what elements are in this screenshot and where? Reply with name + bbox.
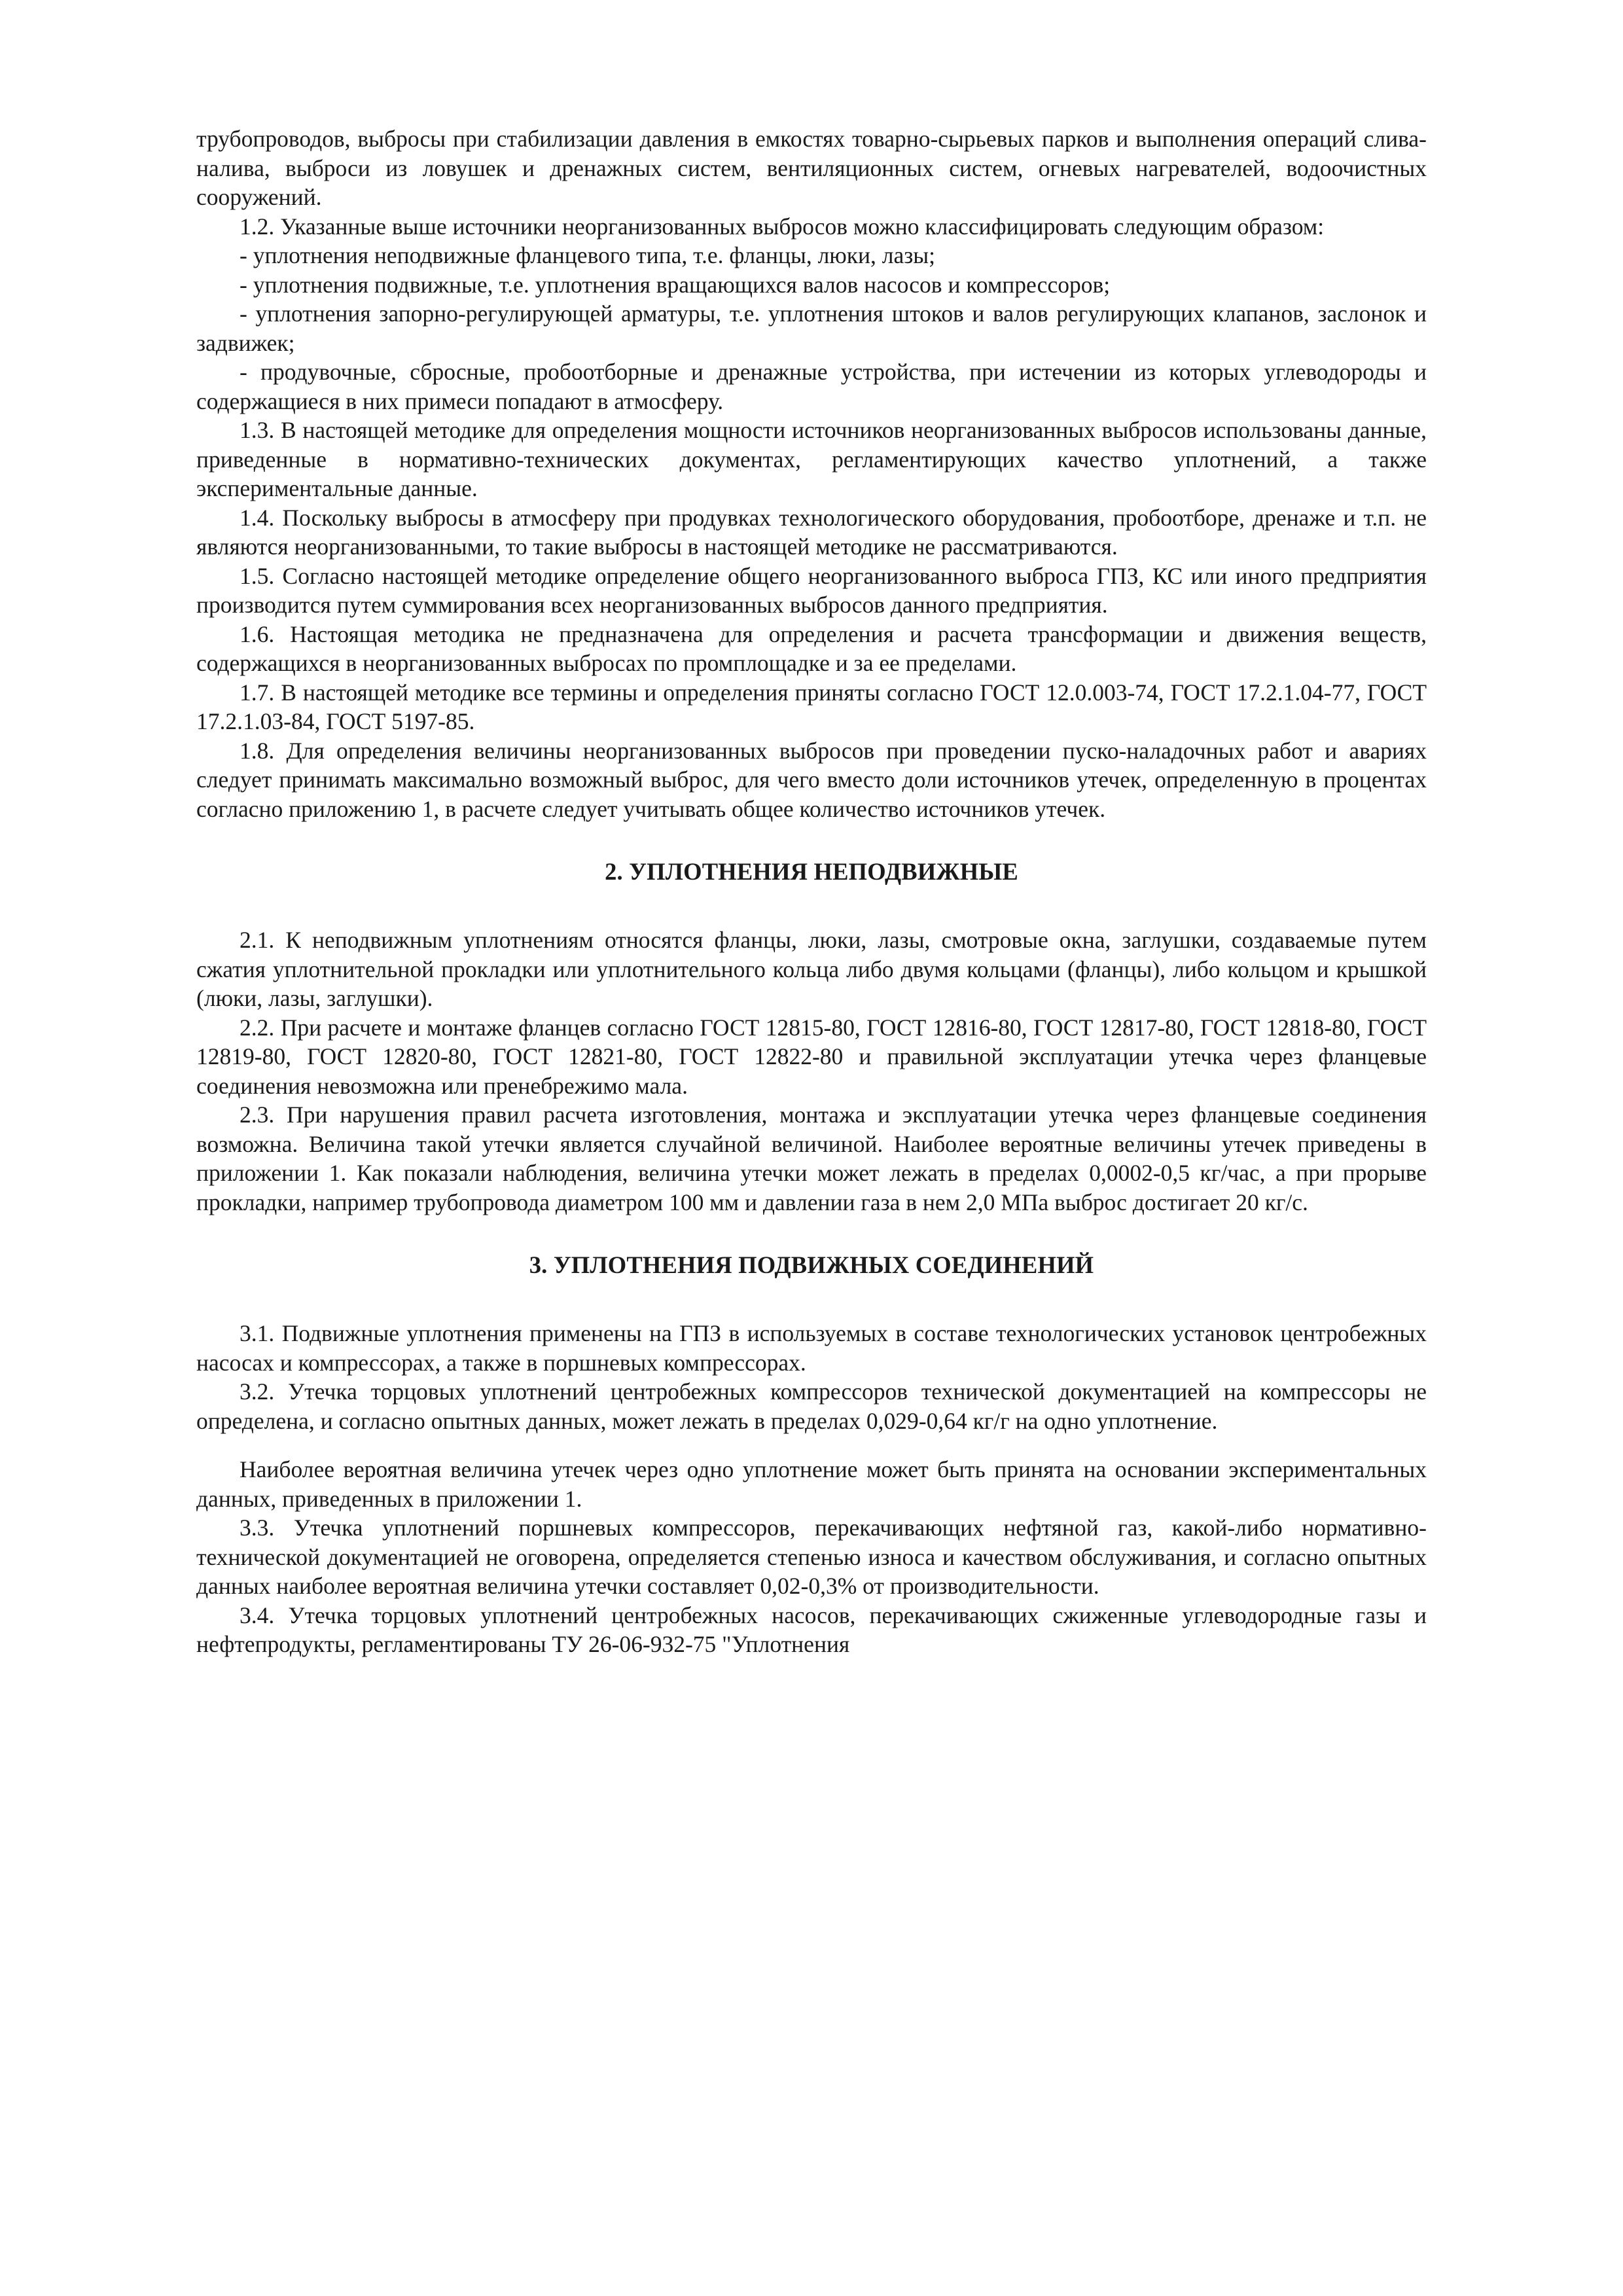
paragraph-3-3: 3.3. Утечка уплотнений поршневых компрессоров, перекачивающих нефтяной газ, какой-либо нормативно-технической документацией не оговорена, определяется степенью износа и качеством обслуживания, и согласно опытных данных наиболее вероятная величина утечки составляет 0,02-0,3% от производительности.	[196, 1515, 1427, 1599]
paragraph-2-2: 2.2. При расчете и монтаже фланцев согласно ГОСТ 12815-80, ГОСТ 12816-80, ГОСТ 12817-80, ГОСТ 12818-80, ГОСТ 12819-80, ГОСТ 12820-80, ГОСТ 12821-80, ГОСТ 12822-80 и правильной эксплуатации утечка через фланцевые соединения невозможна или пренебрежимо мала.	[196, 1014, 1427, 1099]
paragraph-continuation: трубопроводов, выбросы при стабилизации давления в емкостях товарно-сырьевых парков и выполнения операций слива-налива, выброси из ловушек и дренажных систем, вентиляционных систем, огневых нагревателей, водоочистных сооружений.	[196, 126, 1427, 210]
list-item-4: - продувочные, сбросные, пробоотборные и дренажные устройства, при истечении из которых углеводороды и содержащиеся в них примеси попадают в атмосферу.	[196, 359, 1427, 414]
paragraph-3-2: 3.2. Утечка торцовых уплотнений центробежных компрессоров технической документацией на компрессоры не определена, и согласно опытных данных, может лежать в пределах 0,029-0,64 кг/г на одно уплотнение.	[196, 1378, 1427, 1434]
section-3-heading: 3. УПЛОТНЕНИЯ ПОДВИЖНЫХ СОЕДИНЕНИЙ	[529, 1251, 1094, 1278]
paragraph-1-4: 1.4. Поскольку выбросы в атмосферу при продувках технологического оборудования, пробоотборе, дренаже и т.п. не являются неорганизованными, то такие выбросы в настоящей методике не рассматриваются.	[196, 504, 1427, 560]
paragraph-1-3: 1.3. В настоящей методике для определения мощности источников неорганизованных выбросов использованы данные, приведенные в нормативно-технических документах, регламентирующих качество уплотнений, а также экспериментальные данные.	[196, 417, 1427, 501]
document-page	[196, 124, 1427, 1659]
paragraph-1-2: 1.2. Указанные выше источники неорганизованных выбросов можно классифицировать следующим образом:	[240, 213, 1325, 240]
paragraph-1-5: 1.5. Согласно настоящей методике определение общего неорганизованного выброса ГПЗ, КС или иного предприятия производится путем суммирования всех неорганизованных выбросов данного предприятия.	[196, 562, 1427, 618]
paragraph-2-3: 2.3. При нарушения правил расчета изготовления, монтажа и эксплуатации утечка через фланцевые соединения возможна. Величина такой утечки является случайной величиной. Наиболее вероятные величины утечек приведены в приложении 1. Как показали наблюдения, величина утечки может лежать в пределах 0,0002-0,5 кг/час, а при прорыве прокладки, например трубопровода диаметром 100 мм и давлении газа в нем 2,0 МПа выброс достигает 20 кг/с.	[196, 1102, 1427, 1215]
paragraph-3-2-continued: Наиболее вероятная величина утечек через одно уплотнение может быть принята на основании экспериментальных данных, приведенных в приложении 1.	[196, 1456, 1427, 1512]
section-2-heading: 2. УПЛОТНЕНИЯ НЕПОДВИЖНЫЕ	[605, 858, 1018, 885]
list-item-3: - уплотнения запорно-регулирующей арматуры, т.е. уплотнения штоков и валов регулирующих клапанов, заслонок и задвижек;	[196, 300, 1427, 356]
list-item-2: - уплотнения подвижные, т.е. уплотнения вращающихся валов насосов и компрессоров;	[240, 271, 1111, 298]
paragraph-1-8: 1.8. Для определения величины неорганизованных выбросов при проведении пуско-наладочных работ и авариях следует принимать максимально возможный выброс, для чего вместо доли источников утечек, определенную в процентах согласно приложению 1, в расчете следует учитывать общее количество источников утечек.	[196, 737, 1427, 822]
paragraph-1-7: 1.7. В настоящей методике все термины и определения приняты согласно ГОСТ 12.0.003-74, ГОСТ 17.2.1.04-77, ГОСТ 17.2.1.03-84, ГОСТ 5197-85.	[196, 679, 1427, 734]
list-item-1: - уплотнения неподвижные фланцевого типа, т.е. фланцы, люки, лазы;	[240, 242, 936, 268]
paragraph-3-4: 3.4. Утечка торцовых уплотнений центробежных насосов, перекачивающих сжиженные углеводородные газы и нефтепродукты, регламентированы ТУ 26-06-932-75 "Уплотнения	[196, 1602, 1427, 1657]
paragraph-2-1: 2.1. К неподвижным уплотнениям относятся фланцы, люки, лазы, смотровые окна, заглушки, создаваемые путем сжатия уплотнительной прокладки или уплотнительного кольца либо двумя кольцами (фланцы), либо кольцом и крышкой (люки, лазы, заглушки).	[196, 927, 1427, 1011]
paragraph-1-6: 1.6. Настоящая методика не предназначена для определения и расчета трансформации и движения веществ, содержащихся в неорганизованных выбросах по промплощадке и за ее пределами.	[196, 620, 1427, 676]
paragraph-3-1: 3.1. Подвижные уплотнения применены на ГПЗ в используемых в составе технологических установок центробежных насосах и компрессорах, а также в поршневых компрессорах.	[196, 1320, 1427, 1376]
